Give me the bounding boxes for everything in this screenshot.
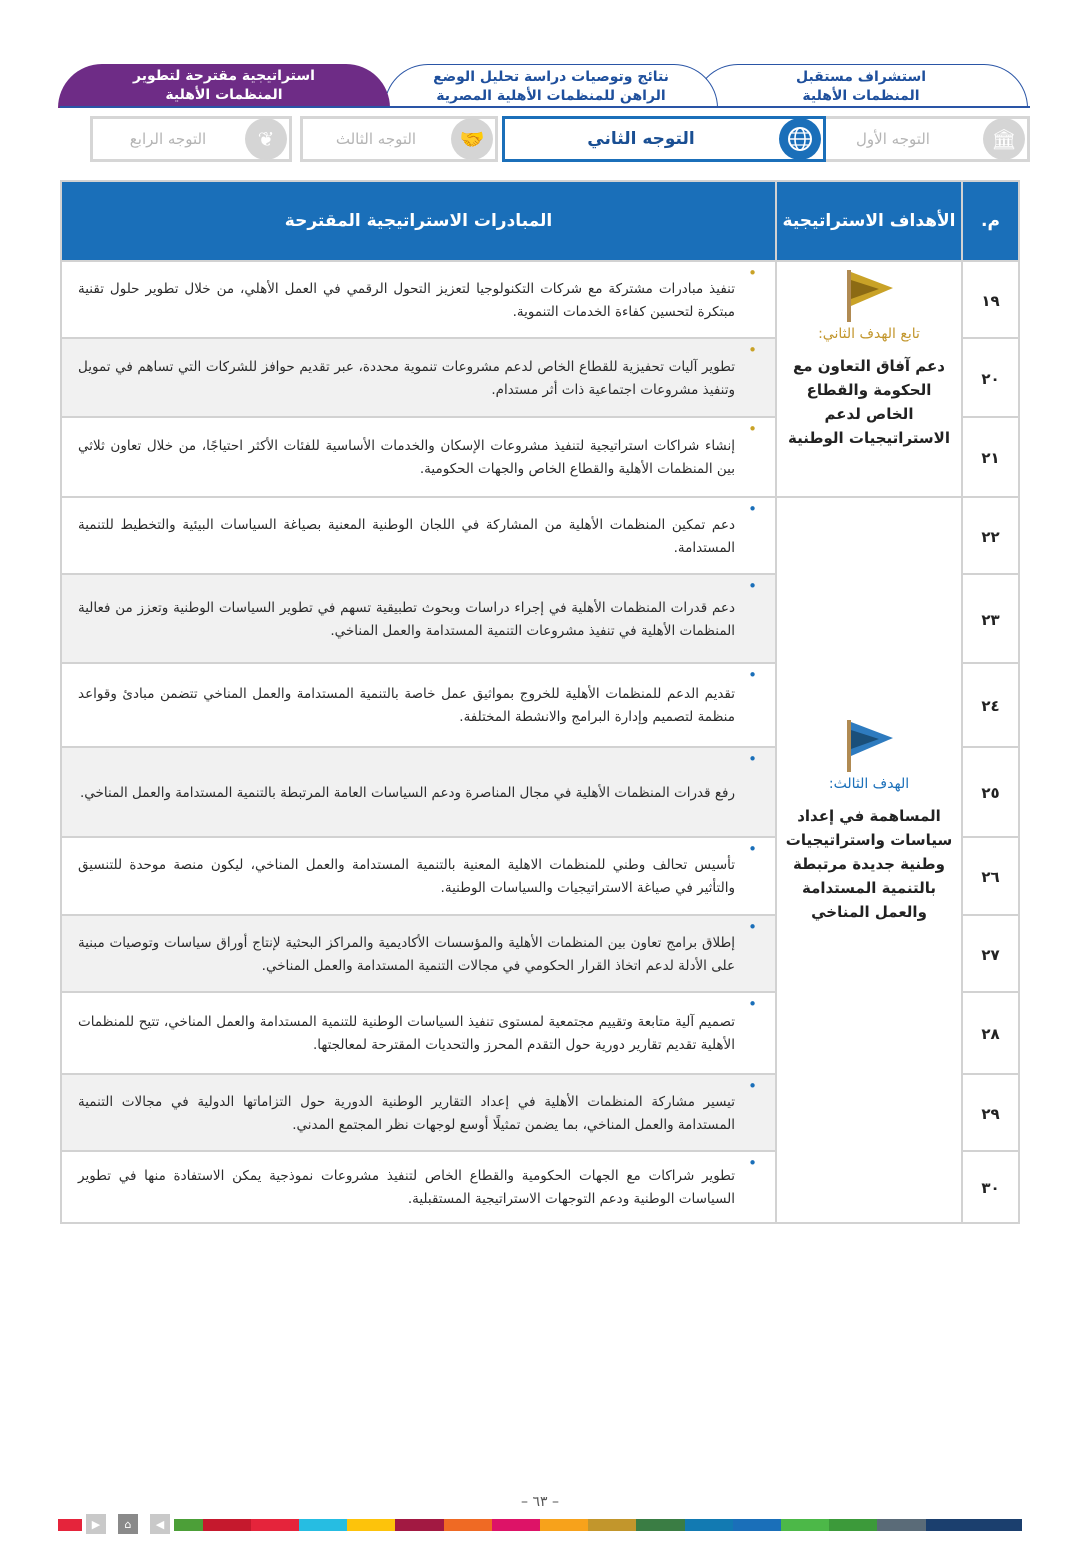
initiative-cell: [62, 418, 775, 498]
row-divider: [62, 662, 775, 664]
page-navigation: [82, 1511, 174, 1537]
row-number: ٣٠: [981, 1179, 1000, 1197]
initiative-text: دعم قدرات المنظمات الأهلية في إجراء دراسات وبحوث تطبيقية تسهم في تطوير السياسات الوطنية وتعزز من فعالية المنظمات الأهلية في تنفيذ مشروعات التنمية المستدامة والعمل المناخي.: [78, 599, 735, 639]
initiative-text: تطوير شراكات مع الجهات الحكومية والقطاع الخاص لتنفيذ مشروعات نموذجية يمكن الاستفادة منها في تطوير السياسات الوطنية ودعم التوجهات الاستراتيجية المستقبلية.: [78, 1168, 735, 1207]
stripe-segment: [492, 1519, 540, 1531]
stripe-segment: [974, 1519, 1022, 1531]
initiative-cell: [62, 993, 775, 1075]
row-number: ٢٠: [981, 369, 1000, 388]
row-divider: [62, 337, 775, 339]
row-divider: [962, 1150, 1018, 1152]
row-number: ٢١: [981, 449, 1000, 467]
direction-tab-second-active[interactable]: [502, 116, 826, 162]
stripe-segment: [299, 1519, 347, 1531]
initiative-text: رفع قدرات المنظمات الأهلية في مجال المناصرة ودعم السياسات العامة المرتبطة بالتنمية المستدامة والعمل المناخي.: [80, 784, 735, 801]
stripe-segment: [685, 1519, 733, 1531]
row-divider: [962, 573, 1018, 575]
row-number: ٢٤: [981, 697, 1000, 715]
direction-label: التوجه الثاني: [587, 129, 695, 149]
initiative-text: إطلاق برامج تعاون بين المنظمات الأهلية والمؤسسات الأكاديمية والمراكز البحثية لإنتاج أوراق سياسات وتوصيات مبنية على الأدلة لدعم اتخاذ القرار الحكومي في مجالات التنمية المستدامة والعمل المناخي.: [78, 934, 735, 974]
initiative-text: تقديم الدعم للمنظمات الأهلية للخروج بمواثيق عمل خاصة بالتنمية المستدامة والعمل المناخي تتضمن مبادئ وقواعد منظمة لتصميم وإدارة البرامج والانشطة المختلفة.: [78, 686, 735, 725]
row-divider: [62, 914, 775, 916]
goal-cell-second-continued: [777, 262, 961, 496]
initiative-text: تطوير آليات تحفيزية للقطاع الخاص لدعم مشروعات تنموية محددة، عبر تقديم حوافز للشركات التي تساهم في تمويل وتنفيذ مشروعات اجتماعية ذات أثر مستدام.: [78, 358, 735, 398]
bullet-icon: •: [748, 577, 757, 595]
page-number: – ٦٣ –: [521, 1494, 559, 1510]
bullet-icon: •: [748, 1077, 757, 1095]
initiative-text: تيسير مشاركة المنظمات الأهلية في إعداد التقارير الوطنية الدورية حول التزاماتها الدولية في مجالات التنمية المستدامة والعمل المناخي، بما يضمن تمثيلًا أوسع لوجهات نظر المجتمع المدني.: [78, 1093, 735, 1133]
section-tab-line1: استشراف مستقبل: [795, 68, 927, 85]
row-number: ٢٥: [981, 784, 1000, 802]
direction-tab-fourth[interactable]: [90, 116, 292, 162]
row-number: ٢٢: [981, 527, 1000, 546]
leaf-icon: ❦: [245, 118, 287, 160]
row-divider: [962, 337, 1018, 339]
direction-label: التوجه الرابع: [129, 130, 207, 148]
goal-caption: الهدف الثالث:: [828, 776, 910, 792]
row-divider: [62, 573, 775, 575]
row-divider: [962, 416, 1018, 418]
bullet-icon: •: [748, 995, 757, 1013]
tabs-baseline: [60, 106, 1030, 108]
row-divider: [962, 836, 1018, 838]
header-num: م.: [963, 182, 1018, 260]
initiative-text: دعم تمكين المنظمات الأهلية من المشاركة في اللجان الوطنية المعنية بصياغة السياسات البيئية والتخطيط للتنمية المستدامة.: [78, 516, 735, 556]
initiative-cell: [62, 262, 775, 339]
initiative-cell: [62, 339, 775, 418]
section-tab-results[interactable]: [384, 64, 718, 108]
header-divider: [62, 260, 1018, 262]
goal-caption: تابع الهدف الثاني:: [818, 326, 920, 342]
row-divider: [962, 914, 1018, 916]
initiative-text: إنشاء شراكات استراتيجية لتنفيذ مشروعات الإسكان والخدمات الأساسية للفئات الأكثر احتياجًا، من خلال تعاون ثلاثي بين المنظمات الأهلية والقطاع الخاص والجهات الحكومية.: [78, 438, 735, 477]
stripe-segment: [781, 1519, 829, 1531]
stripe-segment: [636, 1519, 684, 1531]
goal-text: دعم آفاق التعاون مع الحكومة والقطاع الخاص لدعم الاستراتيجيات الوطنية: [788, 357, 950, 447]
initiative-cell: [62, 575, 775, 664]
stripe-segment: [251, 1519, 299, 1531]
initiative-cell: [62, 498, 775, 575]
stripe-segment: [926, 1519, 974, 1531]
direction-label: التوجه الثالث: [335, 130, 417, 148]
section-tab-future[interactable]: [694, 64, 1028, 108]
row-divider: [62, 1150, 775, 1152]
initiatives-table: [60, 180, 1020, 1224]
row-number: ٢٦: [981, 868, 1000, 886]
stripe-segment: [733, 1519, 781, 1531]
row-number: ٢٩: [981, 1104, 1000, 1123]
direction-label: التوجه الأول: [856, 130, 930, 148]
row-divider: [62, 836, 775, 838]
section-tab-line2: الراهن للمنظمات الأهلية المصرية: [436, 87, 666, 104]
row-divider: [62, 1073, 775, 1075]
color-stripe: [58, 1519, 1022, 1531]
stripe-segment: [444, 1519, 492, 1531]
row-number: ٢٣: [981, 610, 1000, 629]
stripe-segment: [540, 1519, 588, 1531]
row-divider: [62, 416, 775, 418]
header-goals: الأهداف الاستراتيجية: [777, 182, 961, 260]
flag-icon: [839, 718, 899, 772]
handshake-icon: 🤝: [451, 118, 493, 160]
section-tab-line1: نتائج وتوصيات دراسة تحليل الوضع: [433, 68, 669, 85]
initiative-text: تصميم آلية متابعة وتقييم مجتمعية لمستوى تنفيذ السياسات الوطنية للتنمية المستدامة والعمل المناخي، تتيح للمنظمات الأهلية تقديم تقارير دورية حول التقدم المحرز والتحديات المقترحة لمعالجتها.: [78, 1014, 735, 1053]
next-page-button[interactable]: ▶: [86, 1514, 106, 1534]
initiative-cell: [62, 838, 775, 916]
row-divider: [62, 746, 775, 748]
row-number: ١٩: [981, 291, 1000, 310]
row-number: ٢٨: [981, 1025, 1000, 1043]
globe-icon: [779, 118, 821, 160]
section-tab-line2: المنظمات الأهلية: [802, 87, 920, 104]
goal-cell-third: [777, 498, 961, 1224]
section-tab-strategy-active[interactable]: [58, 64, 390, 108]
direction-tab-third[interactable]: [300, 116, 498, 162]
bullet-icon: •: [748, 840, 757, 858]
stripe-segment: [877, 1519, 925, 1531]
initiative-text: تنفيذ مبادرات مشتركة مع شركات التكنولوجيا لتعزيز التحول الرقمي في العمل الأهلي، من خلال تطوير حلول تقنية مبتكرة لتحسين كفاءة الخدمات التنموية.: [78, 280, 735, 320]
institution-icon: 🏛: [983, 118, 1025, 160]
initiative-cell: [62, 748, 775, 838]
row-divider: [962, 1073, 1018, 1075]
stripe-segment: [395, 1519, 443, 1531]
direction-tab-first[interactable]: [802, 116, 1030, 162]
section-tab-line2: المنظمات الأهلية: [165, 87, 283, 103]
header-initiatives: المبادرات الاستراتيجية المقترحة: [62, 182, 775, 260]
initiative-text: تأسيس تحالف وطني للمنظمات الاهلية المعنية بالتنمية المستدامة والعمل المناخي، ليكون منصة موحدة للتنسيق والتأثير في صياغة الاستراتيجيات والسياسات الوطنية.: [78, 857, 735, 896]
bullet-icon: •: [748, 341, 757, 359]
bullet-icon: •: [748, 1154, 757, 1172]
home-button[interactable]: ⌂: [118, 1514, 138, 1534]
bullet-icon: •: [748, 918, 757, 936]
bullet-icon: •: [748, 500, 757, 518]
flag-icon: [839, 268, 899, 322]
stripe-segment: [588, 1519, 636, 1531]
row-divider: [62, 991, 775, 993]
stripe-segment: [347, 1519, 395, 1531]
prev-page-button[interactable]: ◀: [150, 1514, 170, 1534]
row-divider: [962, 746, 1018, 748]
stripe-segment: [829, 1519, 877, 1531]
row-number: ٢٧: [981, 945, 1000, 964]
bullet-icon: •: [748, 750, 757, 768]
row-divider: [962, 991, 1018, 993]
bullet-icon: •: [748, 420, 757, 438]
stripe-segment: [203, 1519, 251, 1531]
initiative-cell: [62, 1152, 775, 1224]
goal-text: المساهمة في إعداد سياسات واستراتيجيات وطنية جديدة مرتبطة بالتنمية المستدامة والعمل المناخي: [785, 807, 953, 921]
goal-divider: [62, 496, 1018, 498]
initiative-cell: [62, 1075, 775, 1152]
bullet-icon: •: [748, 666, 757, 684]
row-divider: [962, 662, 1018, 664]
initiative-cell: [62, 916, 775, 993]
section-tab-line1: استراتيجية مقترحة لتطوير: [133, 68, 315, 84]
initiative-cell: [62, 664, 775, 748]
bullet-icon: •: [748, 264, 757, 282]
